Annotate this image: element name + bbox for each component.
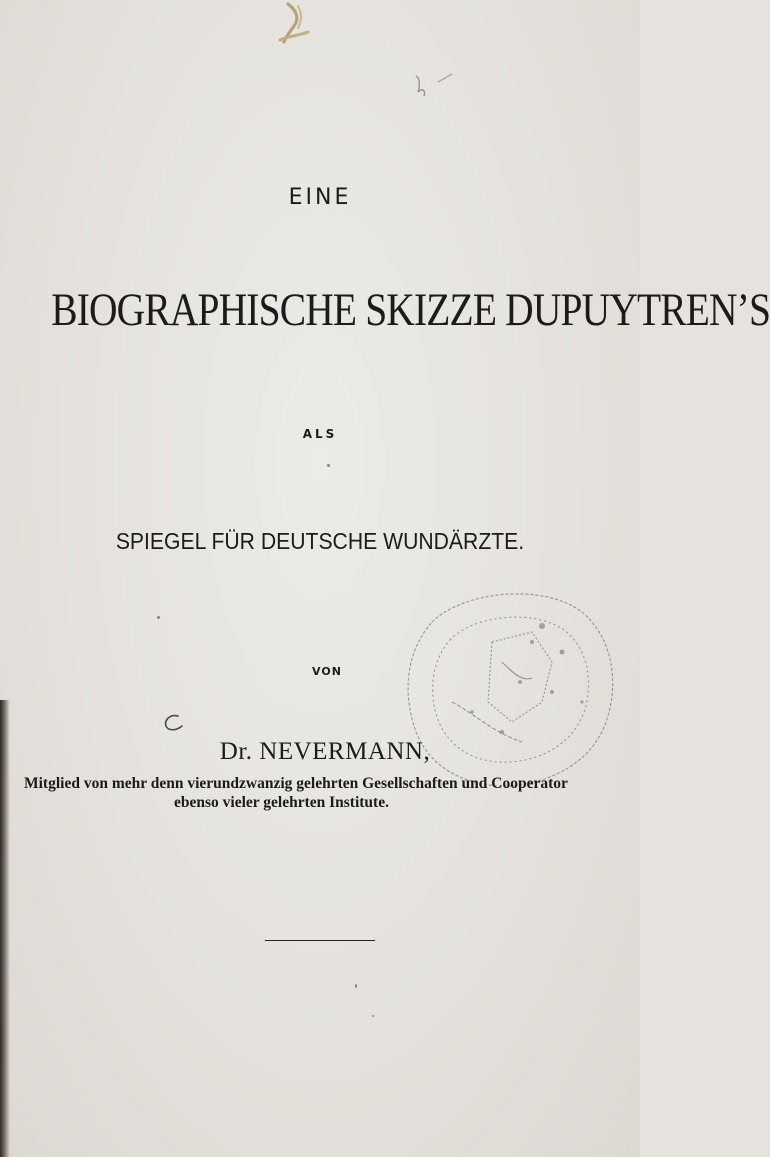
author-prefix: Dr. <box>219 738 253 765</box>
pencil-mark-icon <box>268 0 318 48</box>
author-name: NEVERMANN <box>259 738 424 765</box>
byline-von: VON <box>312 665 342 678</box>
heading-als: ALS <box>302 427 338 441</box>
binding-edge-shadow <box>0 700 10 1157</box>
paper-speck <box>355 984 357 988</box>
decorative-rule <box>265 940 375 941</box>
handwritten-c-icon <box>160 712 186 734</box>
affiliation-line-2: ebenso vieler gelehrten Institute. <box>174 794 389 811</box>
book-subtitle: SPIEGEL FÜR DEUTSCHE WUNDÄRZTE. <box>115 528 525 554</box>
heading-eine: EINE <box>288 185 352 210</box>
paper-speck <box>372 1015 374 1017</box>
author-comma: , <box>423 738 431 765</box>
book-title: BIOGRAPHISCHE SKIZZE DUPUYTREN’S <box>51 284 770 336</box>
paper-speck <box>157 616 160 619</box>
affiliation-line-1: Mitglied von mehr denn vierundzwanzig gelehrten Gesellschaften und Cooperator <box>24 775 568 792</box>
author-line <box>0 738 640 766</box>
paper-speck <box>327 464 330 467</box>
pencil-scribble-icon <box>412 68 462 100</box>
author-affiliation <box>0 774 640 812</box>
